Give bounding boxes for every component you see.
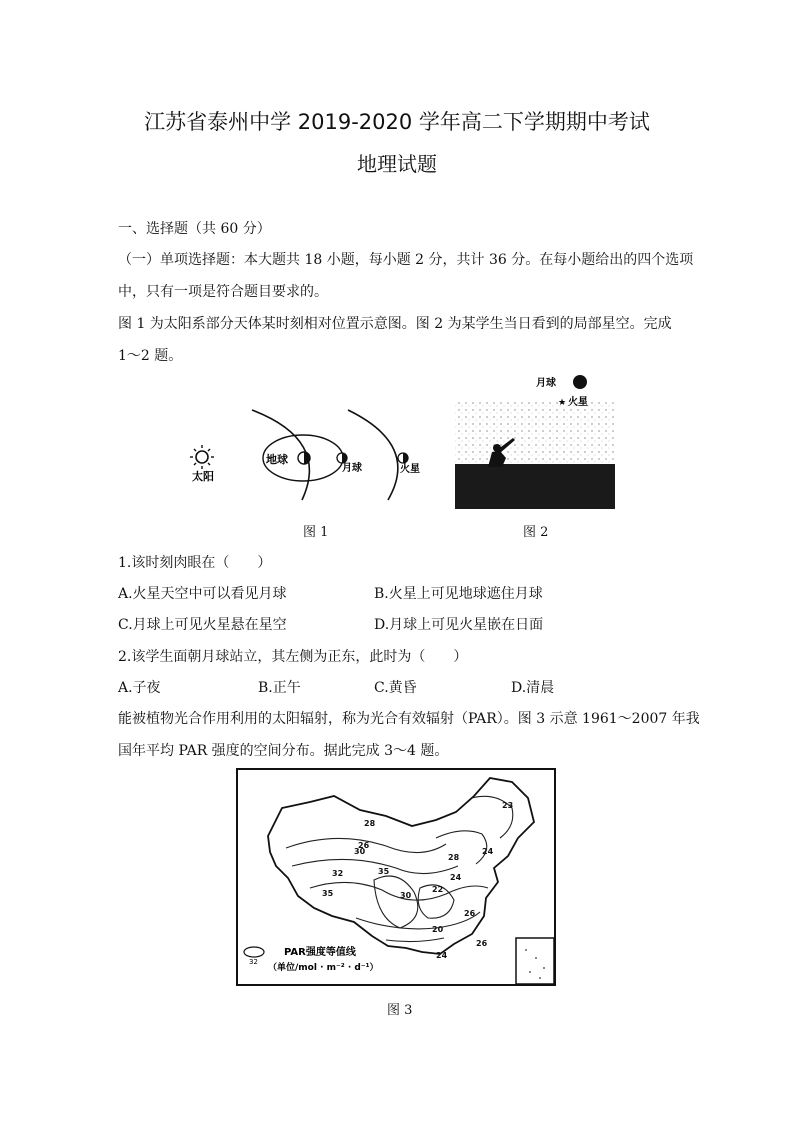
contour-label: 35: [322, 889, 334, 898]
earth-label: 地球: [266, 453, 288, 466]
figure2-scene: [450, 372, 620, 512]
q2-option-c: C.黄昏: [374, 680, 417, 696]
contour-label: 26: [464, 909, 476, 918]
contour-label: 22: [432, 885, 444, 894]
star-icon: ★: [558, 398, 567, 408]
q1-option-d: D.月球上可见火星嵌在日面: [374, 617, 544, 633]
section-instruction-2: 中，只有一项是符合题目要求的。: [118, 284, 328, 300]
intro2-line2: 国年平均 PAR 强度的空间分布。据此完成 3～4 题。: [118, 743, 449, 759]
contour-label: 24: [482, 847, 494, 856]
contour-label: 30: [354, 847, 366, 856]
q1-option-c: C.月球上可见火星悬在星空: [118, 617, 287, 633]
moon-label: 月球: [342, 463, 362, 474]
south-china-sea-inset: [516, 938, 554, 984]
q1-option-b: B.火星上可见地球遮住月球: [374, 586, 543, 602]
q1-option-a: A.火星天空中可以看见月球: [118, 586, 287, 602]
contour-label: 26: [358, 841, 370, 850]
earth-symbol: [298, 452, 310, 464]
exam-title: 江苏省泰州中学 2019-2020 学年高二下学期期中考试: [144, 110, 650, 134]
figure1-caption: 图 1: [303, 525, 329, 540]
mars-symbol: [398, 453, 408, 463]
figure1-diagram: [180, 400, 440, 510]
legend-unit: （单位/mol · m⁻² · d⁻¹）: [268, 963, 379, 973]
contour-label: 32: [332, 869, 344, 878]
figure2-moon-label: 月球: [536, 378, 556, 389]
figure3-caption: 图 3: [387, 1003, 413, 1018]
q2-option-d: D.清晨: [511, 680, 555, 696]
legend-title: PAR强度等值线: [284, 947, 356, 958]
contour-label: 20: [432, 925, 444, 934]
q2-option-a: A.子夜: [118, 680, 161, 696]
figure2-moon-symbol: [573, 375, 587, 389]
mars-label: 火星: [400, 464, 420, 475]
q2-option-b: B.正午: [258, 680, 301, 696]
contour-label: 24: [450, 873, 462, 882]
section-heading: 一、选择题（共 60 分）: [118, 221, 271, 237]
figure3-map: [236, 768, 556, 986]
figure2-mars-label: 火星: [568, 397, 588, 408]
contour-label: 28: [364, 819, 376, 828]
contour-label: 23: [502, 801, 514, 810]
intro1-line1: 图 1 为太阳系部分天体某时刻相对位置示意图。图 2 为某学生当日看到的局部星空。完成: [118, 316, 672, 332]
mars-orbit: [348, 410, 398, 500]
contour-label: 35: [378, 867, 390, 876]
contour-label: 24: [436, 951, 448, 960]
contour-label: 28: [448, 853, 460, 862]
q1-stem: 1.该时刻肉眼在（ ）: [118, 555, 272, 571]
q2-stem: 2.该学生面朝月球站立，其左侧为正东，此时为（ ）: [118, 649, 468, 665]
legend-sample-value: 32: [249, 958, 258, 966]
section-instruction-1: （一）单项选择题：本大题共 18 小题，每小题 2 分，共计 36 分。在每小题给出的四个选项: [118, 252, 694, 268]
contour-label: 30: [400, 891, 412, 900]
exam-subtitle: 地理试题: [357, 152, 437, 176]
sun-icon: [190, 445, 214, 469]
intro1-line2: 1～2 题。: [118, 348, 183, 364]
ground: [455, 464, 615, 509]
moon-symbol: [337, 453, 347, 463]
intro2-line1: 能被植物光合作用利用的太阳辐射，称为光合有效辐射（PAR）。图 3 示意 1961～2007 年我: [118, 711, 700, 727]
sun-label: 太阳: [192, 470, 214, 483]
contour-label: 26: [476, 939, 488, 948]
figure2-caption: 图 2: [523, 525, 549, 540]
